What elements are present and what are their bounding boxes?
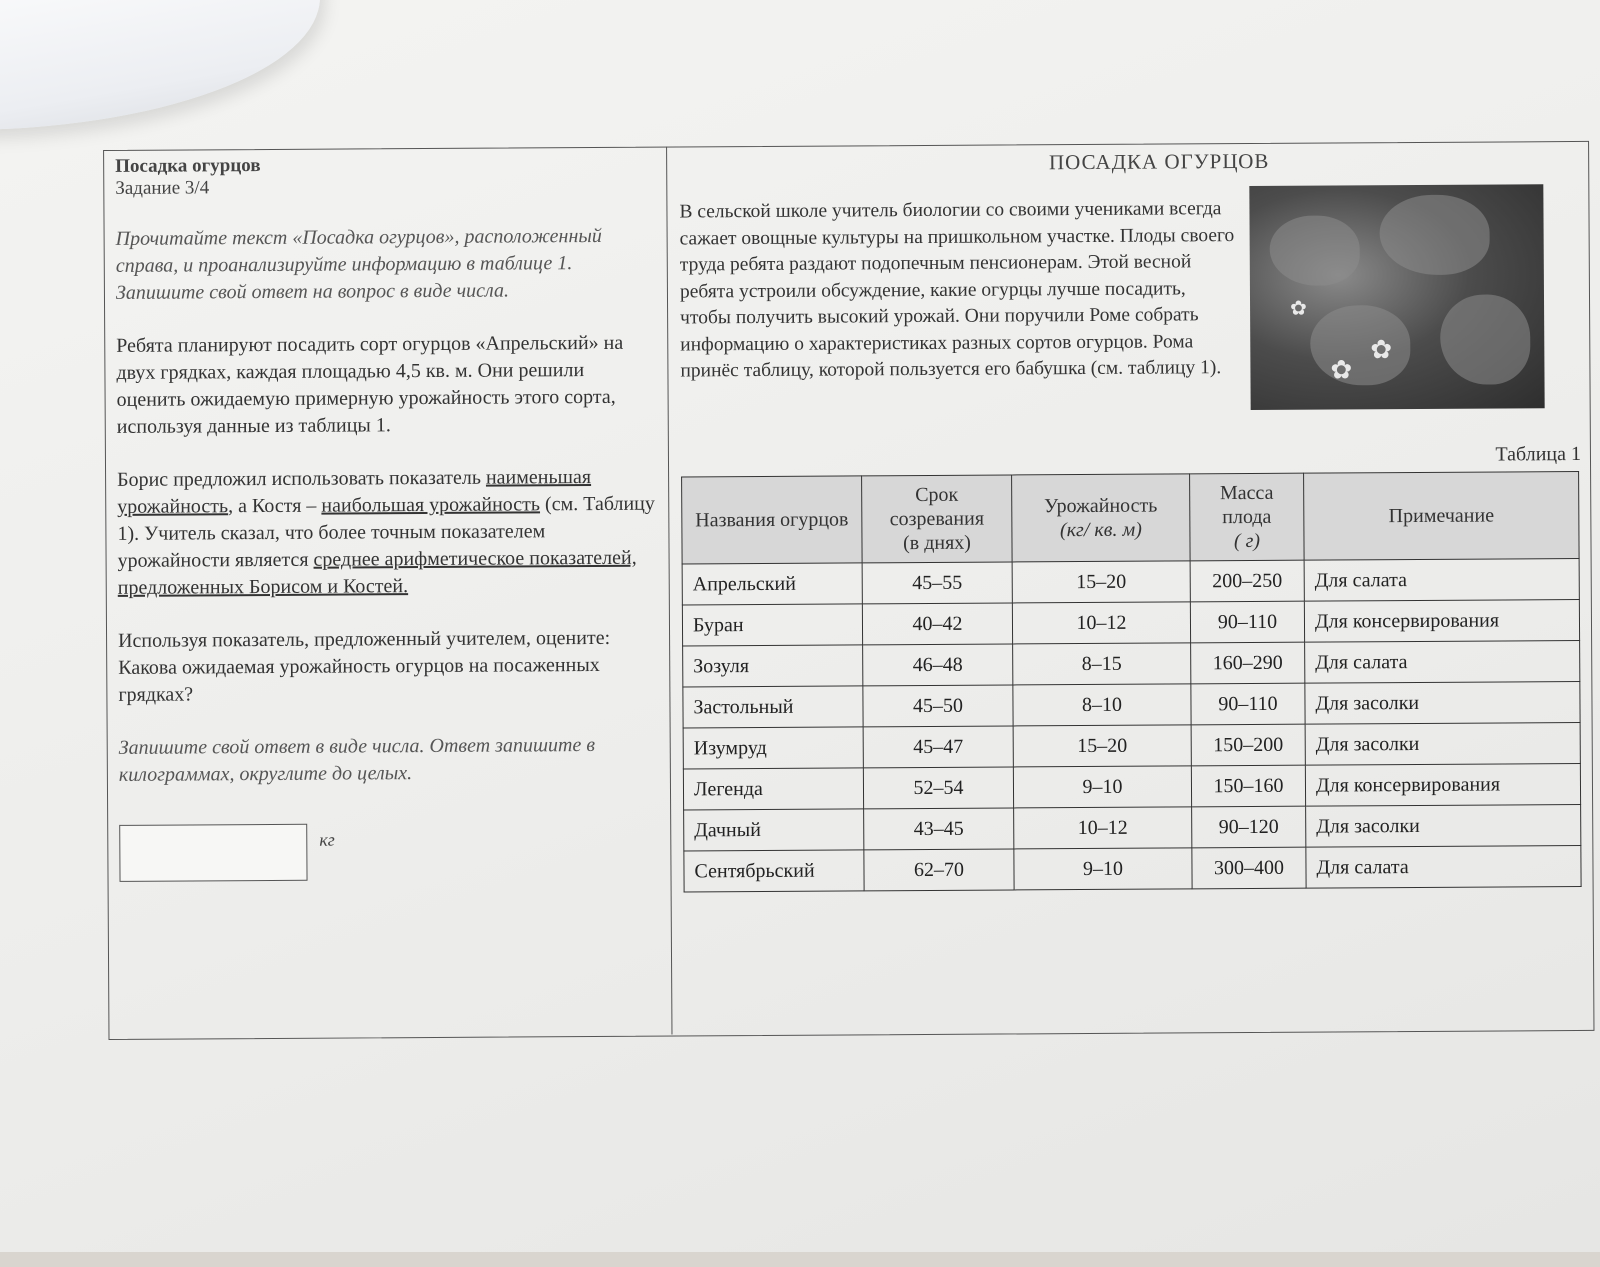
table-row xyxy=(683,681,1580,727)
answer-unit: кг xyxy=(319,829,335,850)
para2-underline-3: среднее арифметическое показателей, предложенных Борисом и Костей. xyxy=(117,546,637,599)
cell-yield: 10–12 xyxy=(1014,807,1192,849)
cell-name: Изумруд xyxy=(683,727,863,769)
cell-mass: 90–120 xyxy=(1192,806,1306,848)
table-row xyxy=(684,845,1581,891)
table-row xyxy=(683,640,1580,686)
table-header-row xyxy=(682,471,1580,563)
cell-name: Сентябрьский xyxy=(684,850,864,892)
cell-note: Для салата xyxy=(1304,558,1579,601)
cell-term: 45–55 xyxy=(862,562,1012,604)
cucumber-table xyxy=(681,471,1582,892)
cell-yield: 15–20 xyxy=(1013,725,1191,767)
cell-mass: 150–160 xyxy=(1191,765,1305,807)
task-paragraph-2 xyxy=(117,464,658,602)
page-curl xyxy=(0,0,320,130)
para2-text-2: , а Костя – xyxy=(228,494,322,518)
cell-name: Апрельский xyxy=(682,563,862,605)
story-block xyxy=(679,194,1581,469)
cell-yield: 9–10 xyxy=(1014,848,1192,890)
task-title: Посадка огурцов xyxy=(115,155,261,177)
cell-yield: 8–10 xyxy=(1013,684,1191,726)
text-column xyxy=(679,141,1582,882)
answer-input[interactable] xyxy=(119,824,307,882)
cell-term: 45–47 xyxy=(863,726,1013,768)
cell-note: Для засолки xyxy=(1305,722,1580,765)
header-mass: Масса плода ( г) xyxy=(1190,473,1305,561)
cell-note: Для консервирования xyxy=(1305,763,1580,806)
cell-note: Для салата xyxy=(1306,845,1581,888)
cell-yield: 9–10 xyxy=(1013,766,1191,808)
task-column xyxy=(115,147,659,882)
leaf-shape xyxy=(1310,305,1410,386)
flower-icon: ✿ xyxy=(1289,297,1307,320)
leaf-shape xyxy=(1269,215,1359,286)
header-term: Срок созревания (в днях) xyxy=(862,475,1013,563)
cell-note: Для засолки xyxy=(1305,681,1580,724)
cell-mass: 90–110 xyxy=(1190,601,1304,643)
cell-term: 40–42 xyxy=(862,603,1012,645)
table-row xyxy=(683,763,1580,809)
cell-note: Для консервирования xyxy=(1304,599,1579,642)
para2-text-1: Борис предложил использовать показатель xyxy=(117,466,486,491)
cell-mass: 160–290 xyxy=(1191,642,1305,684)
leaf-shape xyxy=(1440,294,1531,385)
cell-name: Зозуля xyxy=(683,645,863,687)
answer-instruction: Запишите свой ответ в виде числа. Ответ запишите в килограммах, округлите до целых. xyxy=(118,734,596,786)
header-yield: Урожайность (кг/ кв. м) xyxy=(1012,474,1191,562)
cell-yield: 10–12 xyxy=(1012,602,1190,644)
cell-mass: 300–400 xyxy=(1192,847,1306,889)
cell-term: 62–70 xyxy=(864,849,1014,891)
table-row xyxy=(684,804,1581,850)
cell-mass: 150–200 xyxy=(1191,724,1305,766)
cell-term: 45–50 xyxy=(863,685,1013,727)
cell-term: 52–54 xyxy=(863,767,1013,809)
cell-mass: 90–110 xyxy=(1191,683,1305,725)
text-title: ПОСАДКА ОГУРЦОВ xyxy=(1048,148,1270,175)
para2-underline-1: наименьшая урожайность xyxy=(117,466,592,518)
leaf-shape xyxy=(1379,195,1489,276)
cell-yield: 15–20 xyxy=(1012,561,1190,603)
para2-underline-2: наибольшая урожайность xyxy=(321,493,541,517)
cell-term: 43–45 xyxy=(864,808,1014,850)
header-name: Названия огурцов xyxy=(682,476,863,564)
cell-mass: 200–250 xyxy=(1190,560,1304,602)
task-instruction: Прочитайте текст «Посадка огурцов», расположенный справа, и проанализируйте информацию в таблице 1. Запишите свой ответ на вопрос в виде числа. xyxy=(115,224,602,304)
cell-term: 46–48 xyxy=(863,644,1013,686)
table-label: Таблица 1 xyxy=(1495,442,1582,466)
header-note: Примечание xyxy=(1304,471,1580,560)
table-row xyxy=(683,722,1580,768)
cell-name: Буран xyxy=(682,604,862,646)
cell-name: Дачный xyxy=(684,809,864,851)
flower-icon: ✿ xyxy=(1330,355,1353,385)
para2-text-3: (см. Таблицу 1). Учитель сказал, что более точным показателем урожайности является xyxy=(117,492,655,572)
cucumber-photo xyxy=(1249,184,1544,410)
table-row xyxy=(682,599,1579,645)
story-text: В сельской школе учитель биологии со своими учениками всегда сажает овощные культуры на пришкольном участке. Плоды своего труда ребята раздают подопечным пенсионерам. Этой весной ребята устроили обсуждение, какие огурцы лучше посадить, чтобы получить высокий урожай. Они поручили Роме собрать информацию о характеристиках разных сортов огурцов. Рома принёс таблицу, которой пользуется его бабушка (см. таблицу 1). xyxy=(679,198,1235,382)
table-row xyxy=(682,558,1579,604)
cell-name: Легенда xyxy=(683,768,863,810)
answer-row xyxy=(119,822,659,882)
task-paragraph-1: Ребята планируют посадить сорт огурцов «Апрельский» на двух грядках, каждая площадью 4,5 кв. м. Они решили оценить ожидаемую примерную урожайность этого сорта, используя данные из таблицы 1. xyxy=(116,331,624,438)
task-question: Используя показатель, предложенный учителем, оцените: Какова ожидаемая урожайность огурцов на посаженных грядках? xyxy=(118,626,611,706)
task-number: Задание 3/4 xyxy=(115,177,210,199)
flower-icon: ✿ xyxy=(1370,335,1393,365)
cell-note: Для засолки xyxy=(1306,804,1581,847)
task-sheet xyxy=(103,129,1595,1043)
cell-name: Застольный xyxy=(683,686,863,728)
cell-note: Для салата xyxy=(1305,640,1580,683)
cell-yield: 8–15 xyxy=(1013,643,1191,685)
